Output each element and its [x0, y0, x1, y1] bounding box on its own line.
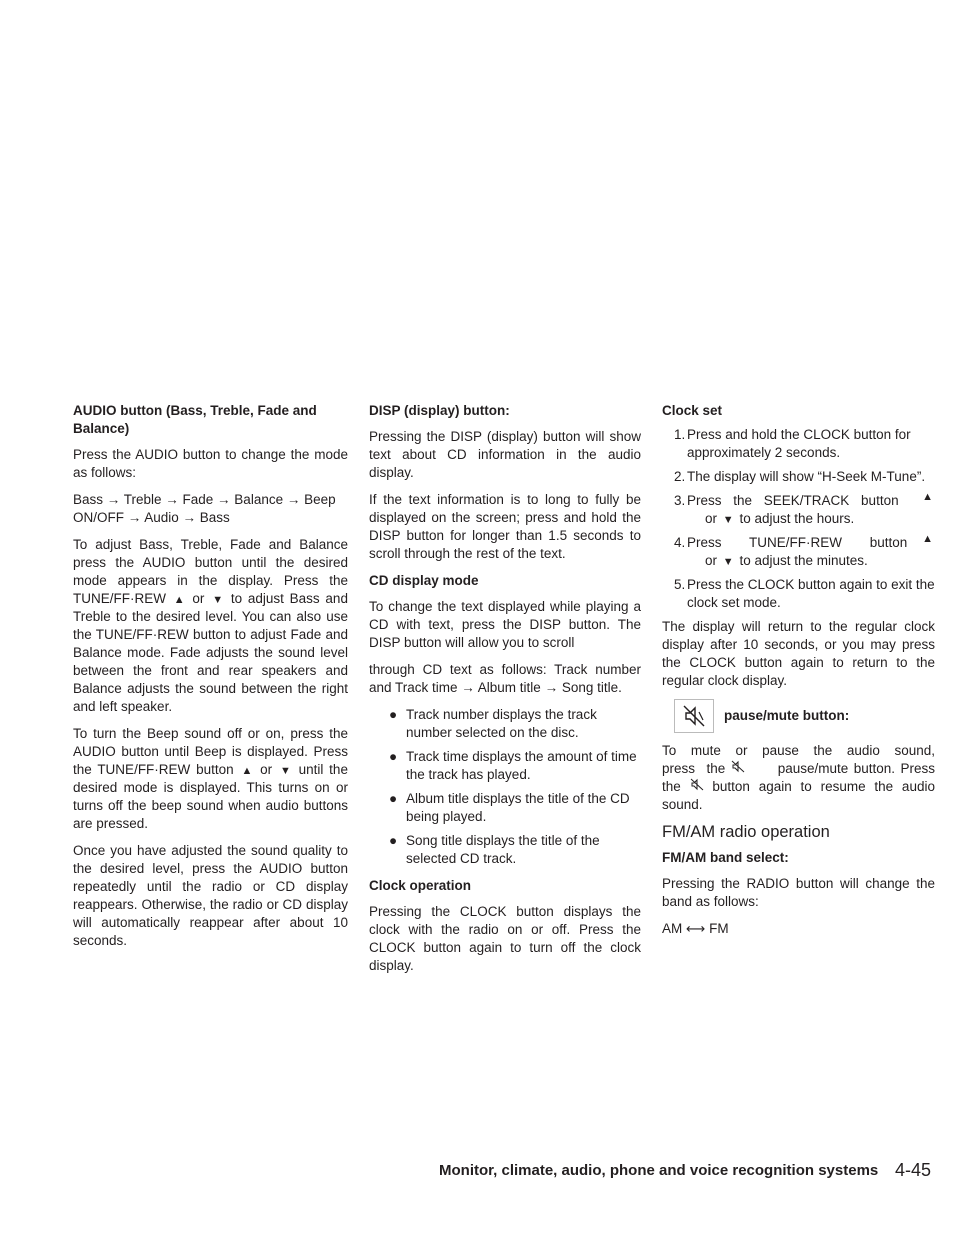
tune-down-icon: ▼ [279, 765, 291, 777]
page-number: 4-45 [895, 1160, 932, 1180]
audio-paragraph-5: Once you have adjusted the sound quality to the desired level, press the AUDIO button repeatedly until the radio or CD display reappears. Otherwise, the radio or CD display will automatically reappear after about 10 seconds. [73, 843, 348, 948]
step-number: 3. [674, 493, 686, 508]
column-1 [73, 402, 348, 959]
list-item [369, 748, 641, 784]
bullet-icon: ● [389, 749, 398, 764]
audio-p3-text-a: To adjust Bass, Treble, Fade and Balance press the AUDIO button until the desired mode appears in the display. Press the TUNE/FF·REW [73, 537, 348, 606]
disp-paragraph-2: If the text information is to long to fully be displayed on the screen; press and hold the DISP button for longer than 1.5 seconds to scroll through the rest of the text. [369, 492, 641, 561]
footer-title: Monitor, climate, audio, phone and voice recognition systems [439, 1162, 879, 1179]
tune-up-icon: ▲ [241, 765, 253, 777]
cd-paragraph-1: To change the text displayed while playing a CD with text, press the DISP button. The DISP button will allow you to scroll [369, 599, 641, 650]
clock-return-paragraph: The display will return to the regular clock display after 10 seconds, or you may press the CLOCK button again to return to the regular clock display. [662, 619, 935, 688]
mute-text-a: To mute or pause the audio sound, press the [662, 743, 935, 776]
audio-p4-text-a: To turn the Beep sound off or on, press the AUDIO button until Beep is displayed. Press the TUNE/FF·REW button [73, 726, 348, 777]
tune-down-icon: ▼ [212, 594, 224, 606]
step-text: Press and hold the CLOCK button for approximately 2 seconds. [687, 427, 911, 460]
bullet-icon: ● [389, 791, 398, 806]
audio-p3-text-b: to adjust Bass and Treble to the desired level. You can also use the TUNE/FF·REW button to adjust Fade and Balance mode. Fade adjusts the sound level between the front and rear speakers and Balance adjusts the sound between the right and left speaker. [73, 591, 348, 714]
bullet-text: Song title displays the title of the selected CD track. [406, 833, 600, 866]
audio-p3-or: or [192, 591, 205, 606]
bullet-icon: ● [389, 707, 398, 722]
audio-button-heading: AUDIO button (Bass, Treble, Fade and Balance) [73, 403, 317, 436]
mute-paragraph [662, 742, 935, 814]
bullet-text: Track number displays the track number selected on the disc. [406, 707, 597, 740]
seek-down-icon: ▼ [722, 514, 734, 526]
step-text: Press the SEEK/TRACK button [687, 493, 899, 508]
mute-heading-row [662, 699, 935, 733]
list-item [369, 832, 641, 868]
audio-paragraph-3 [73, 536, 348, 716]
step-number: 2. [674, 469, 686, 484]
step-tail: to adjust the minutes. [739, 553, 868, 568]
clock-operation-heading: Clock operation [369, 878, 472, 893]
step-number: 1. [674, 427, 686, 442]
mute-heading: pause/mute button: [724, 708, 850, 723]
band-sequence: AM ⟷ FM [662, 921, 729, 936]
step-tail: to adjust the hours. [739, 511, 855, 526]
band-select-heading: FM/AM band select: [662, 850, 789, 865]
mute-small-icon [731, 760, 745, 778]
seek-up-icon: ▲ [922, 491, 933, 503]
tune-up-icon: ▲ [173, 594, 185, 606]
step-3 [662, 492, 935, 528]
audio-p4-text-b: until the desired mode is displayed. This turns on or turns off the beep sound when audio buttons are pressed. [73, 762, 348, 831]
step-text: The display will show “H-Seek M-Tune”. [687, 469, 926, 484]
clock-set-heading: Clock set [662, 403, 723, 418]
tune-down-icon: ▼ [722, 556, 734, 568]
audio-p4-or: or [260, 762, 273, 777]
list-item [369, 790, 641, 826]
clock-operation-paragraph: Pressing the CLOCK button displays the clock with the radio on or off. Press the CLOCK button again to turn off the clock display. [369, 904, 641, 973]
cd-paragraph-2: through CD text as follows: Track number and Track time → Album title → Song title. [369, 662, 641, 695]
cd-display-mode-heading: CD display mode [369, 573, 479, 588]
step-number: 4. [674, 535, 686, 550]
bullet-text: Track time displays the amount of time the track has played. [406, 749, 637, 782]
step-or: or [705, 511, 718, 526]
mute-text-c: button again to resume the audio sound. [662, 779, 935, 812]
bullet-text: Album title displays the title of the CD being played. [406, 791, 630, 824]
step-4 [662, 534, 935, 570]
audio-paragraph-1: Press the AUDIO button to change the mode as follows: [73, 447, 348, 480]
step-1 [662, 426, 935, 462]
step-text: Press TUNE/FF·REW button [687, 535, 908, 550]
disp-paragraph-1: Pressing the DISP (display) button will show text about CD information in the audio display. [369, 429, 641, 480]
step-or: or [705, 553, 718, 568]
fm-am-section-title: FM/AM radio operation [662, 823, 830, 841]
step-2 [662, 468, 935, 486]
step-5 [662, 576, 935, 612]
mute-small-icon [690, 778, 704, 796]
step-text: Press the CLOCK button again to exit the clock set mode. [687, 577, 935, 610]
tune-up-icon: ▲ [922, 533, 933, 545]
mute-icon [674, 699, 714, 733]
bullet-icon: ● [389, 833, 398, 848]
audio-mode-sequence: Bass → Treble → Fade → Balance → Beep ON/OFF → Audio → Bass [73, 492, 336, 525]
step-number: 5. [674, 577, 686, 592]
audio-paragraph-4 [73, 725, 348, 833]
column-2 [369, 402, 641, 984]
list-item [369, 706, 641, 742]
mute-text-b: pause/mute button. Press the [662, 761, 936, 794]
band-select-paragraph: Pressing the RADIO button will change the band as follows: [662, 876, 935, 909]
column-3 [662, 402, 935, 947]
disp-button-heading: DISP (display) button: [369, 403, 510, 418]
